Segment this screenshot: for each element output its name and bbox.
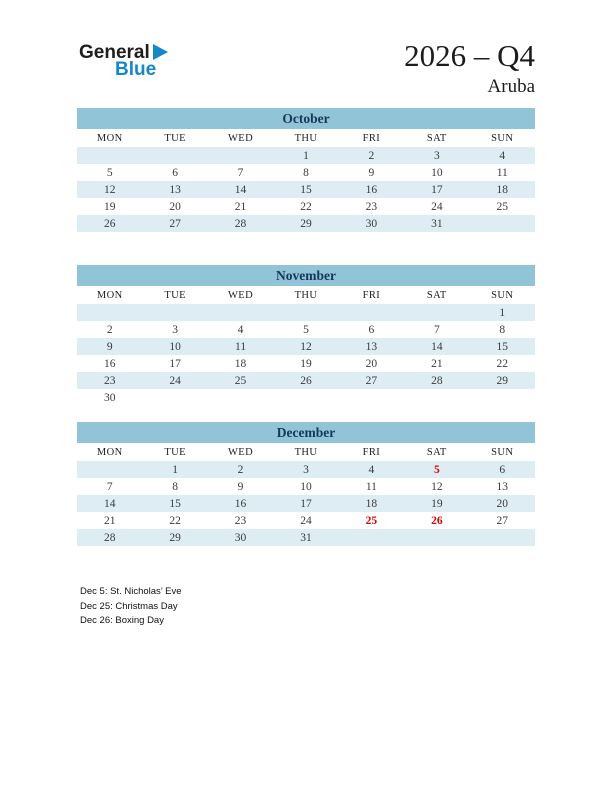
day-cell: 1 xyxy=(142,461,207,478)
day-cell: 7 xyxy=(106,480,113,493)
weekday-row xyxy=(77,286,535,304)
weekday-label: FRI xyxy=(362,289,381,301)
day-cell: 8 xyxy=(172,480,178,493)
day-cell: 11 xyxy=(365,480,377,493)
day-cell: 14 xyxy=(404,338,469,355)
day-cell: 27 xyxy=(339,372,404,389)
weekday-label: MON xyxy=(96,132,123,144)
day-cell: 17 xyxy=(273,495,338,512)
day-cell: 12 xyxy=(77,181,142,198)
day-cell: 14 xyxy=(77,495,142,512)
day-cell: 12 xyxy=(431,480,443,493)
day-cell: 25 xyxy=(208,372,273,389)
week-row xyxy=(77,512,535,529)
day-cell: 29 xyxy=(273,215,338,232)
holiday-note: Dec 26: Boxing Day xyxy=(80,615,164,627)
month-title: October xyxy=(77,108,535,129)
month-title-row xyxy=(77,265,535,286)
day-cell: 24 xyxy=(300,514,312,527)
holiday-note: Dec 5: St. Nicholas’ Eve xyxy=(80,586,182,597)
day-cell xyxy=(208,304,273,321)
day-cell: 26 xyxy=(77,215,142,232)
month-table-october xyxy=(77,108,535,232)
day-cell xyxy=(404,529,469,546)
day-cell: 9 xyxy=(237,480,244,493)
day-cell: 5 xyxy=(303,323,309,336)
day-cell: 18 xyxy=(470,181,535,198)
day-cell: 23 xyxy=(234,514,247,527)
weekday-label: SUN xyxy=(491,446,514,458)
day-cell: 29 xyxy=(470,372,535,389)
day-cell xyxy=(142,389,207,406)
day-cell: 10 xyxy=(142,338,207,355)
day-cell: 23 xyxy=(77,372,142,389)
day-cell: 9 xyxy=(368,166,375,179)
day-cell: 3 xyxy=(172,323,178,336)
day-cell: 17 xyxy=(169,357,181,370)
day-cell: 4 xyxy=(470,147,535,164)
day-cell: 12 xyxy=(273,338,338,355)
day-cell: 3 xyxy=(404,147,469,164)
day-cell xyxy=(470,529,535,546)
day-cell: 6 xyxy=(470,461,535,478)
day-cell: 21 xyxy=(431,357,443,370)
month-table-november xyxy=(77,265,535,406)
day-cell: 15 xyxy=(273,181,338,198)
day-cell: 15 xyxy=(142,495,207,512)
day-cell: 6 xyxy=(368,323,375,336)
day-cell: 1 xyxy=(273,147,338,164)
week-row xyxy=(77,198,535,215)
day-cell: 2 xyxy=(339,147,404,164)
day-cell: 28 xyxy=(77,529,142,546)
day-cell xyxy=(339,389,404,406)
weekday-row xyxy=(77,443,535,461)
weekday-row xyxy=(77,129,535,147)
day-cell: 30 xyxy=(208,529,273,546)
day-cell xyxy=(404,389,469,406)
day-cell: 25 xyxy=(365,514,378,527)
weekday-label: TUE xyxy=(164,289,186,301)
day-cell: 13 xyxy=(339,338,404,355)
month-slot-november xyxy=(77,265,535,422)
weekday-label: TUE xyxy=(164,132,186,144)
day-cell: 2 xyxy=(208,461,273,478)
day-cell: 10 xyxy=(431,166,443,179)
day-cell xyxy=(142,304,207,321)
title-block xyxy=(404,38,535,98)
weekday-label: SAT xyxy=(426,289,447,301)
day-cell: 21 xyxy=(234,200,247,213)
day-cell xyxy=(142,147,207,164)
day-cell: 5 xyxy=(404,461,469,478)
weekday-label: THU xyxy=(294,446,318,458)
weekday-label: SUN xyxy=(491,289,514,301)
day-cell: 4 xyxy=(237,323,244,336)
day-cell: 9 xyxy=(77,338,142,355)
weekday-label: MON xyxy=(96,289,123,301)
month-title-row xyxy=(77,108,535,129)
week-row xyxy=(77,304,535,321)
weekday-label: WED xyxy=(228,132,254,144)
day-cell xyxy=(339,529,404,546)
general-blue-logo xyxy=(79,42,168,81)
day-cell: 20 xyxy=(470,495,535,512)
month-slot-october xyxy=(77,108,535,265)
day-cell: 16 xyxy=(103,357,116,370)
week-row xyxy=(77,355,535,372)
day-cell: 28 xyxy=(404,372,469,389)
week-row xyxy=(77,529,535,546)
day-cell: 26 xyxy=(273,372,338,389)
day-cell: 6 xyxy=(172,166,178,179)
week-row xyxy=(77,321,535,338)
day-cell: 22 xyxy=(496,357,509,370)
day-cell: 28 xyxy=(208,215,273,232)
week-row xyxy=(77,461,535,478)
day-cell xyxy=(470,389,535,406)
weekday-label: SUN xyxy=(491,132,514,144)
day-cell xyxy=(339,304,404,321)
day-cell: 27 xyxy=(496,514,509,527)
week-row xyxy=(77,372,535,389)
day-cell: 7 xyxy=(237,166,244,179)
day-cell: 14 xyxy=(208,181,273,198)
day-cell: 8 xyxy=(499,323,506,336)
week-row xyxy=(77,181,535,198)
month-slot-december xyxy=(77,422,535,579)
day-cell: 25 xyxy=(496,200,509,213)
month-title-row xyxy=(77,422,535,443)
day-cell: 19 xyxy=(404,495,469,512)
week-row xyxy=(77,215,535,232)
day-cell: 23 xyxy=(365,200,378,213)
weekday-label: SAT xyxy=(426,132,447,144)
day-cell: 2 xyxy=(106,323,113,336)
weekday-label: SAT xyxy=(426,446,447,458)
day-cell: 22 xyxy=(169,514,181,527)
week-row xyxy=(77,478,535,495)
day-cell: 11 xyxy=(496,166,508,179)
logo-text-general: General xyxy=(79,42,150,63)
day-cell: 17 xyxy=(404,181,469,198)
month-title: November xyxy=(77,265,535,286)
weekday-label: MON xyxy=(96,446,123,458)
day-cell xyxy=(77,461,142,478)
day-cell: 7 xyxy=(433,323,440,336)
day-cell: 20 xyxy=(365,357,378,370)
week-row xyxy=(77,495,535,512)
day-cell: 31 xyxy=(273,529,338,546)
day-cell: 16 xyxy=(339,181,404,198)
day-cell: 19 xyxy=(300,357,312,370)
week-row xyxy=(77,338,535,355)
region-label: Aruba xyxy=(487,75,535,97)
logo-triangle-icon xyxy=(153,44,168,60)
day-cell: 18 xyxy=(339,495,404,512)
day-cell: 26 xyxy=(431,514,443,527)
day-cell: 20 xyxy=(169,200,181,213)
day-cell xyxy=(470,215,535,232)
weekday-label: TUE xyxy=(164,446,186,458)
weekday-label: WED xyxy=(228,446,254,458)
day-cell: 18 xyxy=(234,357,247,370)
day-cell: 1 xyxy=(470,304,535,321)
month-table-december xyxy=(77,422,535,546)
day-cell: 4 xyxy=(339,461,404,478)
day-cell: 13 xyxy=(142,181,207,198)
day-cell: 19 xyxy=(103,200,116,213)
week-row xyxy=(77,164,535,181)
week-row xyxy=(77,389,535,406)
day-cell: 27 xyxy=(142,215,207,232)
day-cell xyxy=(273,389,338,406)
weekday-label: WED xyxy=(228,289,254,301)
day-cell: 13 xyxy=(496,480,509,493)
day-cell: 16 xyxy=(208,495,273,512)
day-cell xyxy=(208,389,273,406)
day-cell: 11 xyxy=(208,338,273,355)
weekday-label: FRI xyxy=(362,446,381,458)
day-cell: 31 xyxy=(404,215,469,232)
day-cell: 8 xyxy=(303,166,309,179)
week-row xyxy=(77,147,535,164)
day-cell xyxy=(404,304,469,321)
day-cell: 10 xyxy=(300,480,312,493)
page-header xyxy=(77,36,535,108)
holiday-notes xyxy=(80,585,535,629)
day-cell: 22 xyxy=(300,200,312,213)
months-container xyxy=(77,108,535,579)
day-cell xyxy=(77,304,142,321)
day-cell: 3 xyxy=(273,461,338,478)
day-cell xyxy=(208,147,273,164)
day-cell: 24 xyxy=(431,200,443,213)
weekday-label: FRI xyxy=(362,132,381,144)
day-cell xyxy=(77,147,142,164)
day-cell: 24 xyxy=(142,372,207,389)
month-title: December xyxy=(77,422,535,443)
weekday-label: THU xyxy=(294,289,318,301)
weekday-label: THU xyxy=(294,132,318,144)
quarter-title: 2026 – Q4 xyxy=(404,38,535,73)
day-cell: 15 xyxy=(470,338,535,355)
day-cell xyxy=(273,304,338,321)
day-cell: 29 xyxy=(142,529,207,546)
holiday-note: Dec 25: Christmas Day xyxy=(80,600,178,612)
day-cell: 30 xyxy=(339,215,404,232)
day-cell: 5 xyxy=(106,166,113,179)
day-cell: 21 xyxy=(103,514,116,527)
day-cell: 30 xyxy=(103,391,116,404)
logo-text-blue: Blue xyxy=(115,59,157,80)
